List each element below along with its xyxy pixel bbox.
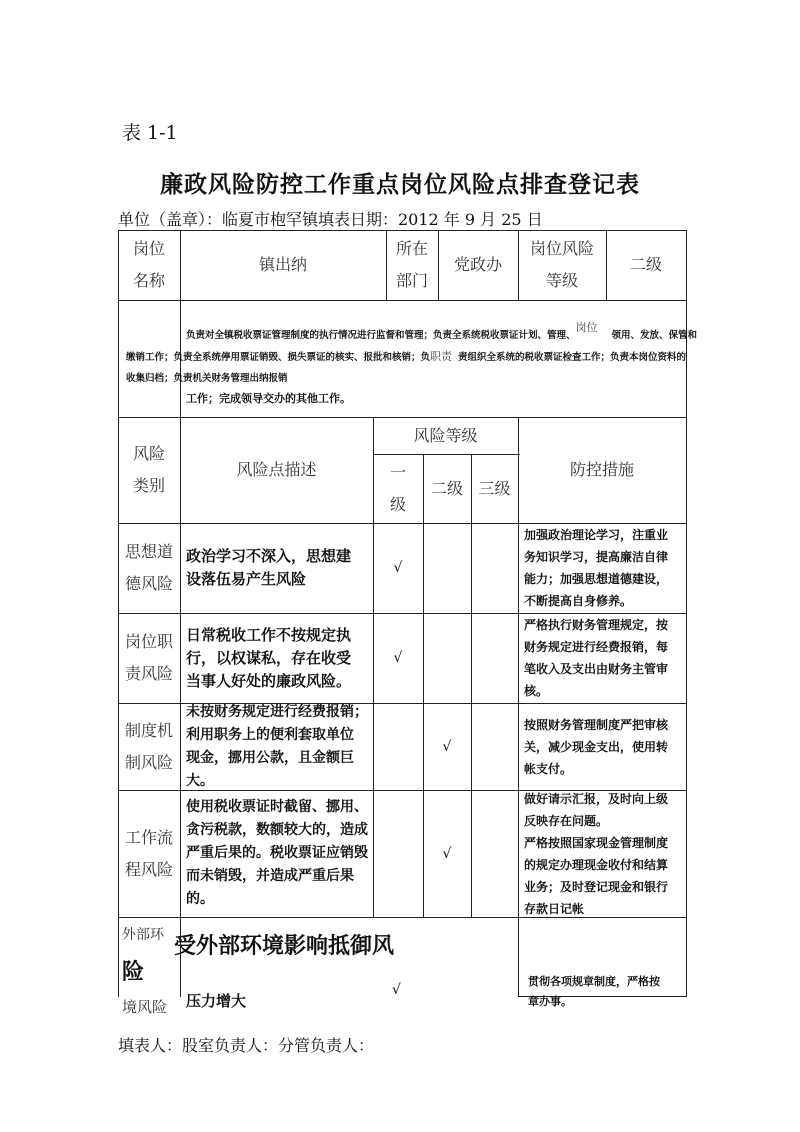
row-5-category-top: 外部环 [122,927,164,943]
duties-line-2: 负责全系统停用票证销毁、损失票证的核实、报批和核销；负 [173,352,431,363]
department-value: 党政办 [453,255,502,274]
row-4-description: 使用税收票证时截留、挪用、 贪污税款，数额较大的，造成 严重后果的。税收票证应销毁 而未销毁，并造成严重后果 的。 [186,799,368,907]
row-3-measures: 按照财务管理制度严把审核 关，减少现金支出，使用转 帐支付。 [524,717,669,776]
row-5-category-bottom: 境风险 [122,998,168,1016]
post-risk-level-label: 岗位风险 等级 [529,239,594,290]
table-label: 表 1-1 [122,122,178,144]
row-1-level-1-check: √ [393,560,403,576]
post-name-label: 岗位 名称 [132,239,165,290]
duties-line-2-end: 责组织全系统的税收票证检查工作；负责本岗位资料的 [458,352,687,363]
row-3-category: 制度机 制风险 [124,720,173,772]
row-5-measures: 贯彻各项规章制度，严格按 章办事。 [528,975,660,1008]
col-level-3: 三级 [478,478,511,498]
row-2-description: 日常税收工作不按规定执 行，以权谋私，存在收受 当事人好处的廉政风险。 [186,625,352,690]
col-risk-description: 风险点描述 [236,460,317,479]
col-risk-category: 风险 类别 [132,444,165,495]
row-1-description: 政治学习不深入，思想建 设落伍易产生风险 [186,547,352,588]
duties-line-4: 工作；完成领导交办的其他工作。 [186,392,351,405]
row-3-description: 未按财务规定进行经费报销； 利用职务上的便利套取单位 现金，挪用公款，且金额巨大。 [186,703,368,789]
duties-line-3: 负责机关财务管理出纳报销 [173,373,288,384]
risk-register-table [118,230,698,1016]
row-2-category: 岗位职 责风险 [124,632,173,683]
row-4-level-2-check: √ [442,845,452,862]
row-5-description-main: 受外部环境影响抵御风 [174,933,395,959]
department-label: 所在 部门 [395,239,428,290]
col-control-measures: 防控措施 [569,460,634,479]
col-risk-level-group: 风险等级 [413,425,478,445]
row-2-measures: 严格执行财务管理规定，按 财务规定进行经费报销，每 笔收入及支出由财务主管审 核。 [524,618,669,698]
col-level-2: 二级 [430,478,463,498]
row-3-level-2-check: √ [442,738,452,755]
duties-line-1-end: 领用、发放、保管和 [611,330,698,341]
duties-overlay-post: 岗位 [575,321,598,334]
unit-date-line: 单位（盖章）：临夏市枹罕镇填表日期：2012 年 9 月 25 日 [118,210,543,229]
row-1-category: 思想道 德风险 [124,542,173,593]
duties-line-2-start: 缴销工作； [126,352,174,363]
row-1-measures: 加强政治理论学习，注重业 务知识学习，提高廉洁自律 能力；加强思想道德建设， 不断提高自身修养。 [524,528,669,608]
duties-overlay-duty: 职责 [430,350,453,363]
row-5-category-mid: 险 [122,959,145,985]
document-title: 廉政风险防控工作重点岗位风险点排查登记表 [160,171,640,198]
post-name-value: 镇出纳 [258,255,307,274]
row-5-level-1-check: √ [392,982,401,998]
signature-footer: 填表人：股室负责人：分管负责人： [118,1036,375,1055]
col-level-1: 一 级 [389,462,406,514]
row-2-level-1-check: √ [393,650,403,666]
row-4-category: 工作流 程风险 [124,827,173,879]
row-5-description-tail: 压力增大 [186,992,247,1010]
post-risk-level-value: 二级 [629,255,662,274]
duties-line-3-start: 收集归档； [126,373,174,384]
row-4-measures: 做好请示汇报，及时向上级 反映存在问题。 严格按照国家现金管理制度 的规定办理现金收付和结算 业务；及时登记现金和银行 存款日记帐 [524,791,669,916]
duties-line-1: 负责对全镇税收票证管理制度的执行情况进行监督和管理；负责全系统税收票证计划、管理、 [186,330,576,341]
